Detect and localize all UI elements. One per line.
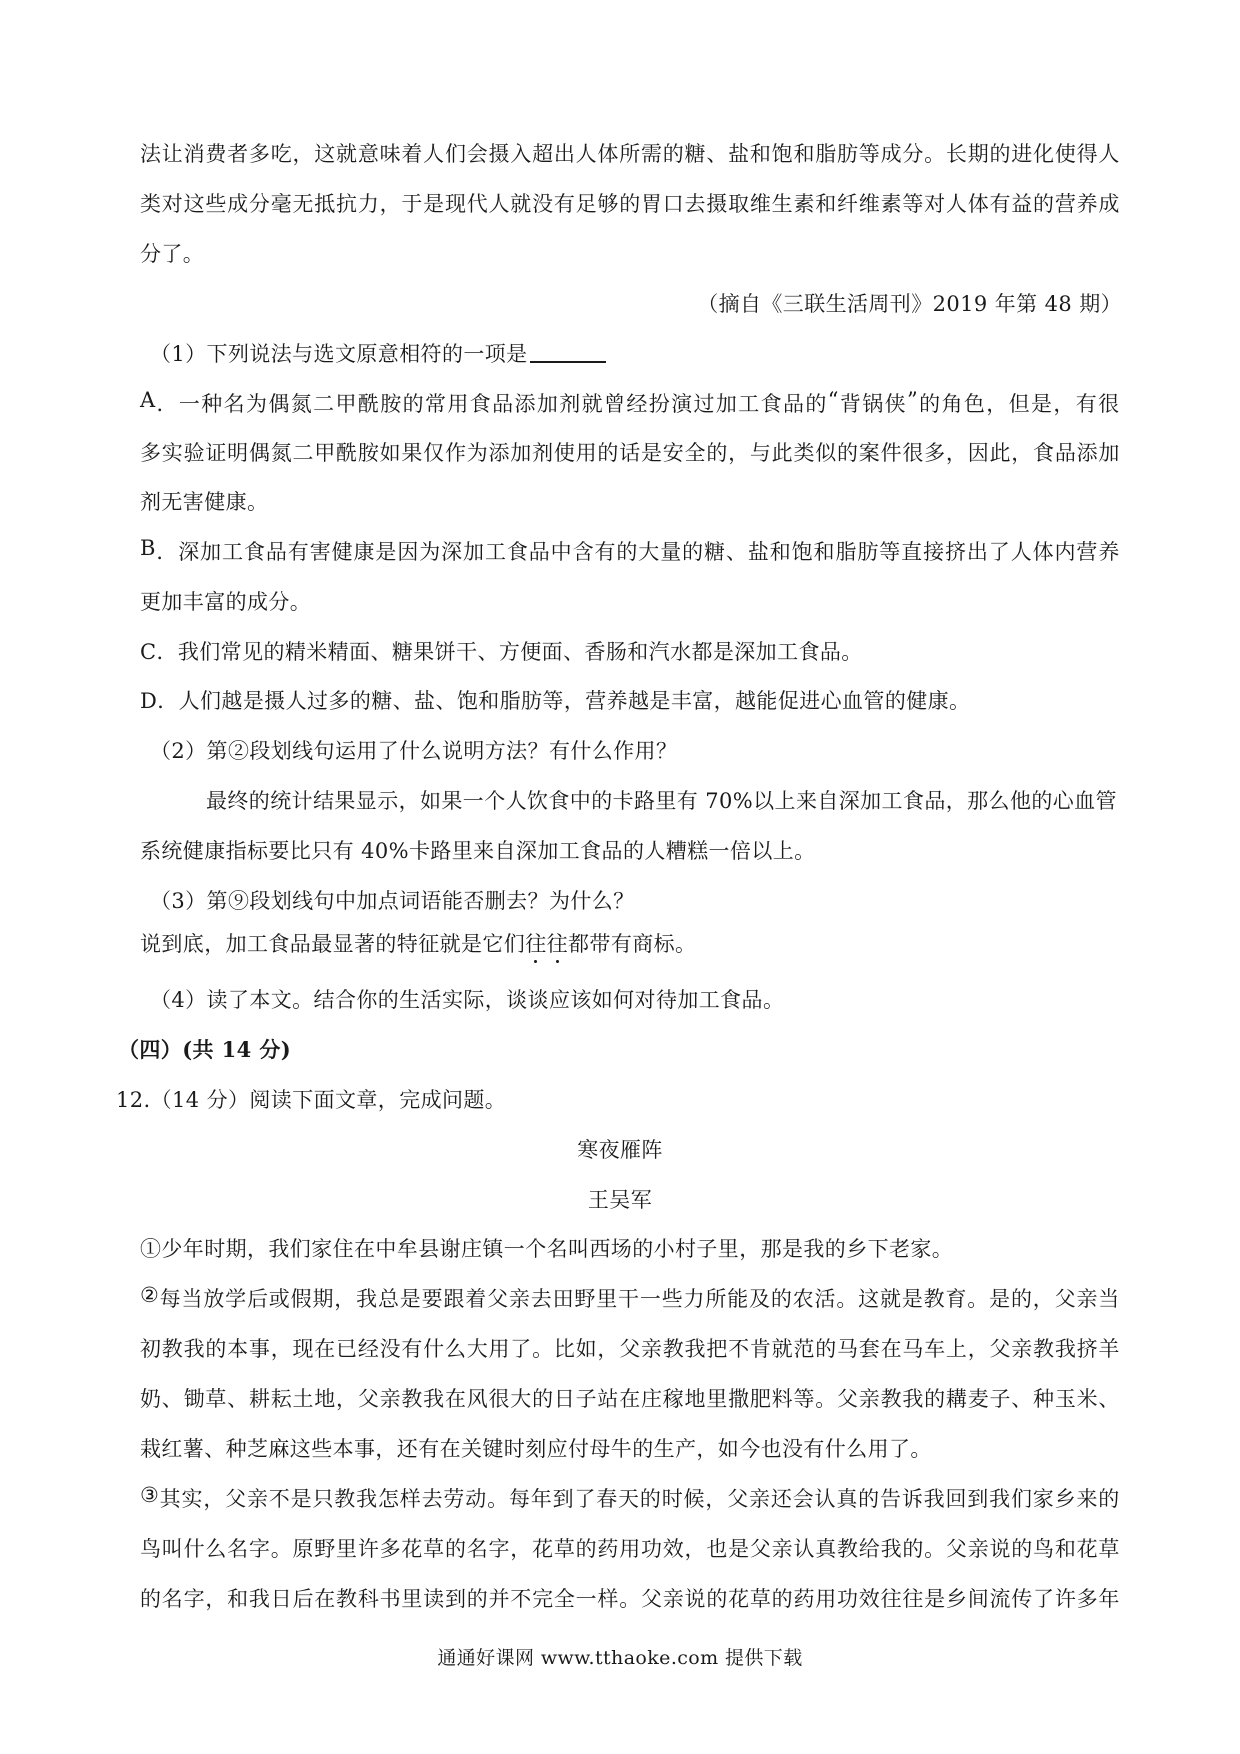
section-heading: （四）(共 14 分) xyxy=(118,1037,292,1062)
quote-text: 都带有商标。 xyxy=(568,932,697,956)
paragraph-2-line: 栽红薯、种芝麻这些本事，还有在关键时刻应付母牛的生产，如今也没有什么用了。 xyxy=(140,1437,932,1461)
passage-line: 分了。 xyxy=(140,242,205,266)
paragraph-2-line: 初 教 我 的 本 事 ， 现 在 已 经 没 有 什 么 大 用 了 。 比 如 ， 父 亲 教 我 把 不 肯 就 范 的 马 套 在 马 车 上 ， 父 亲 教 我 挤 羊 xyxy=(140,1337,1120,1361)
paragraph-2-line: 奶 、 锄 草 、 耕 耘 土 地 ， 父 亲 教 我 在 风 很 大 的 日 子 站 在 庄 稼 地 里 撒 肥 料 等 。 父 亲 教 我 的 耩 麦 子 、 种 玉 米 、 xyxy=(140,1387,1120,1411)
article-title: 寒夜雁阵 xyxy=(577,1138,663,1162)
paragraph-3-line: ③ 其 实 ， 父 亲 不 是 只 教 我 怎 样 去 劳 动 。 每 年 到 了 春 天 的 时 候 ， 父 亲 还 会 认 真 的 告 诉 我 回 到 我 们 家 乡 来 的 xyxy=(140,1483,1120,1511)
paragraph-1: ①少年时期，我们家住在中牟县谢庄镇一个名叫西场的小村子里，那是我的乡下老家。 xyxy=(140,1237,954,1261)
passage-source: （摘自《三联生活周刊》2019 年第 48 期） xyxy=(697,292,1122,316)
paragraph-2-line: ② 每 当 放 学 后 或 假 期 ， 我 总 是 要 跟 着 父 亲 去 田 野 里 干 一 些 力 所 能 及 的 农 活 。 这 就 是 教 育 。 是 的 ， 父 亲 当 xyxy=(140,1283,1120,1311)
option-a-line: A ． 一 种 名 为 偶 氮 二 甲 酰 胺 的 常 用 食 品 添 加 剂 就 曾 经 扮 演 过 加 工 食 品 的 “ 背 锅 侠 ” 的 角 色 ， 但 是 ， 有 很 xyxy=(140,388,1120,416)
question-12: 12.（14 分）阅读下面文章，完成问题。 xyxy=(116,1088,507,1112)
passage-line: 法 让 消 费 者 多 吃 ， 这 就 意 味 着 人 们 会 摄 入 超 出 人 体 所 需 的 糖 、 盐 和 饱 和 脂 肪 等 成 分 。 长 期 的 进 化 使 得 人 xyxy=(140,142,1120,166)
question-3-stem: （3）第⑨段划线句中加点词语能否删去？为什么？ xyxy=(150,889,635,913)
question-1-text: （1）下列说法与选文原意相符的一项是 xyxy=(150,342,528,366)
page-footer: 通通好课网 www.tthaoke.com 提供下载 xyxy=(437,1647,803,1669)
option-c: C．我们常见的精米精面、糖果饼干、方便面、香肠和汽水都是深加工食品。 xyxy=(140,640,863,664)
option-b-line: B ． 深 加 工 食 品 有 害 健 康 是 因 为 深 加 工 食 品 中 含 有 的 大 量 的 糖 、 盐 和 饱 和 脂 肪 等 直 接 挤 出 了 人 体 内 营 养 xyxy=(140,536,1120,564)
question-2-quote: 系统健康指标要比只有 40%卡路里来自深加工食品的人糟糕一倍以上。 xyxy=(140,839,816,863)
option-d: D．人们越是摄人过多的糖、盐、饱和脂肪等，营养越是丰富，越能促进心血管的健康。 xyxy=(140,689,971,713)
question-2-quote: 最终的统计结果显示，如果一个人饮食中的卡路里有 70%以上来自深加工食品，那么他的心血管 xyxy=(206,789,1117,813)
paragraph-3-line: 鸟 叫 什 么 名 字 。 原 野 里 许 多 花 草 的 名 字 ， 花 草 的 药 用 功 效 ， 也 是 父 亲 认 真 教 给 我 的 。 父 亲 说 的 鸟 和 花 草 xyxy=(140,1537,1120,1561)
option-b-line: 更加丰富的成分。 xyxy=(140,590,312,614)
passage-line: 类 对 这 些 成 分 毫 无 抵 抗 力 ， 于 是 现 代 人 就 没 有 足 够 的 胃 口 去 摄 取 维 生 素 和 纤 维 素 等 对 人 体 有 益 的 营 养 成 xyxy=(140,192,1120,216)
option-a-line: 剂无害健康。 xyxy=(140,490,269,514)
question-3-quote xyxy=(140,928,696,958)
answer-blank xyxy=(530,341,606,363)
article-author: 王吴军 xyxy=(587,1188,653,1212)
question-2-stem: （2）第②段划线句运用了什么说明方法？有什么作用？ xyxy=(150,739,678,763)
option-a-line: 多 实 验 证 明 偶 氮 二 甲 酰 胺 如 果 仅 作 为 添 加 剂 使 用 的 话 是 安 全 的 ， 与 此 类 似 的 案 件 很 多 ， 因 此 ， 食 品 添 加 xyxy=(140,441,1120,465)
question-4-stem: （4）读了本文。结合你的生活实际，谈谈应该如何对待加工食品。 xyxy=(150,988,785,1012)
quote-text: 说到底，加工食品最显著的特征就是它们 xyxy=(140,932,526,956)
dotted-word: 往 xyxy=(546,932,569,956)
dotted-word: 往 xyxy=(525,932,547,956)
question-1-stem xyxy=(150,338,606,368)
paragraph-3-line: 的 名 字 ， 和 我 日 后 在 教 科 书 里 读 到 的 并 不 完 全 一 样 。 父 亲 说 的 花 草 的 药 用 功 效 往 往 是 乡 间 流 传 了 许 多 年 xyxy=(140,1587,1120,1611)
